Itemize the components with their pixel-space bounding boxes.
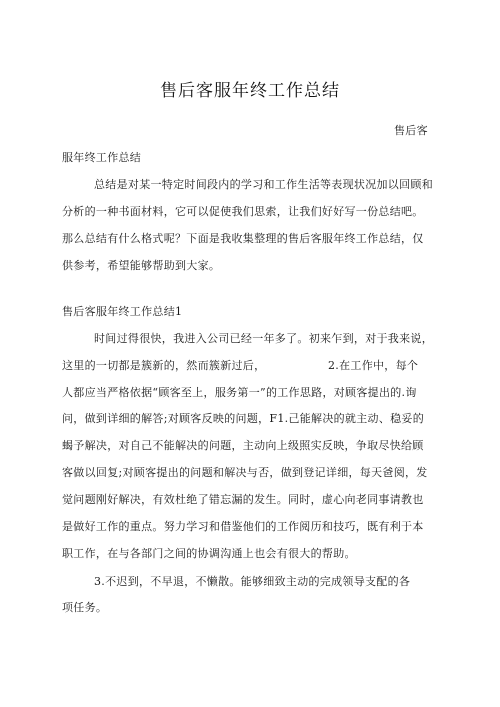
text-line: 2.在工作中，每个 bbox=[328, 359, 419, 372]
text-line: 3.不迟到，不早退，不懒散。能够细致主动的完成领导支配的各 bbox=[94, 575, 411, 588]
section-heading: 售后客服年终工作总结1 bbox=[62, 305, 183, 318]
text-line: 这里的一切都是簇新的，然而簇新过后， bbox=[62, 359, 266, 372]
text-line: 供参考，希望能够帮助到大家。 bbox=[62, 259, 221, 272]
text-line: 是做好工作的重点。努力学习和借鉴他们的工作阅历和技巧，既有利于本 bbox=[62, 520, 424, 533]
text-line: 分析的一种书面材料，它可以促使我们思索，让我们好好写一份总结吧。 bbox=[62, 205, 424, 218]
text-line: 人都应当严格依据“顾客至上，服务第一”的工作思路，对顾客提出的.询 bbox=[62, 386, 417, 399]
text-line: 觉问题刚好解决，有效杜绝了错忘漏的发生。同时，虚心向老同事请教也 bbox=[62, 493, 424, 506]
text-line: 职工作，在与各部门之间的协调沟通上也会有很大的帮助。 bbox=[62, 547, 356, 560]
text-line: 总结是对某一特定时间段内的学习和工作生活等表现状况加以回顾和 bbox=[94, 178, 433, 191]
text-line: 项任务。 bbox=[62, 601, 108, 614]
text-line: 那么总结有什么格式呢？下面是我收集整理的售后客服年终工作总结，仅 bbox=[62, 232, 424, 245]
document-title: 售后客服年终工作总结 bbox=[160, 81, 340, 101]
text-line: 蝎予解决，对自己不能解决的问题，主动向上级照实反映，争取尽快给顾 bbox=[62, 439, 424, 452]
text-line: 服年终工作总结 bbox=[62, 151, 142, 164]
text-line: 问，做到详细的解答;对顾客反映的问题，F1.己能解决的就主动、稳妥的 bbox=[62, 412, 425, 425]
text-line: 客做以回复;对顾客提出的问题和解决与否，做到登记详细，每天爸阅，发 bbox=[62, 466, 428, 479]
text-line: 售后客 bbox=[394, 124, 428, 137]
text-line: 时间过得很快，我进入公司已经一年多了。初来乍到，对于我来说， bbox=[94, 332, 433, 345]
